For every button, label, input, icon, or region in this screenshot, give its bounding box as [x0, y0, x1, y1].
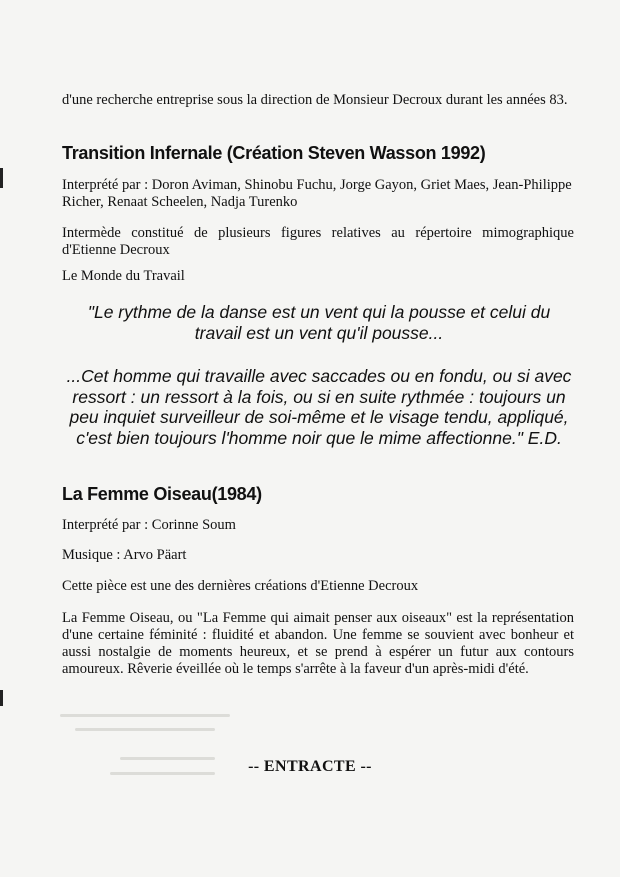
section2-music: Musique : Arvo Päart [62, 547, 187, 563]
section1-description: Intermède constitué de plusieurs figures relatives au répertoire mimographique d'Etienne Decroux [62, 225, 574, 258]
intro-text: d'une recherche entreprise sous la direction de Monsieur Decroux durant les années 83. [62, 92, 568, 108]
show-through-line [75, 728, 215, 731]
scan-edge-mark [0, 690, 3, 706]
section-title-transition-infernale: Transition Infernale (Création Steven Wasson 1992) [62, 143, 486, 163]
show-through-line [60, 714, 230, 717]
entracte-label: -- ENTRACTE -- [248, 758, 372, 775]
section1-performers: Interprété par : Doron Aviman, Shinobu Fuchu, Jorge Gayon, Griet Maes, Jean-Philippe Richer, Renaat Scheelen, Nadja Turenko [62, 177, 572, 210]
section-title-la-femme-oiseau: La Femme Oiseau(1984) [62, 484, 262, 504]
section1-subtitle: Le Monde du Travail [62, 268, 185, 284]
section2-performers: Interprété par : Corinne Soum [62, 517, 236, 533]
scan-edge-mark [0, 168, 3, 188]
section2-description: La Femme Oiseau, ou "La Femme qui aimait penser aux oiseaux" est la représentation d'une certaine féminité : fluidité et abandon. Une femme se souvient avec bonheur et aussi nostalgie de moments heureux, et se prend à espérer un futur aux contours amoureux. Rêverie éveillée où le temps s'arrête à la faveur d'un après-midi d'été. [62, 610, 574, 677]
quote-paragraph-2: ...Cet homme qui travaille avec saccades ou en fondu, ou si avec ressort : un ressort à la fois, ou si en suite rythmée : toujours un peu inquiet surveilleur de soi-même et le visage tendu, appliqué, c'est bien toujours l'homme noir que le mime affectionne." E.D. [66, 366, 572, 448]
quote-paragraph-1: "Le rythme de la danse est un vent qui la pousse et celui du travail est un vent qu'il pousse... [87, 302, 551, 343]
section2-note: Cette pièce est une des dernières créations d'Etienne Decroux [62, 578, 419, 594]
intro-paragraph [62, 92, 574, 109]
